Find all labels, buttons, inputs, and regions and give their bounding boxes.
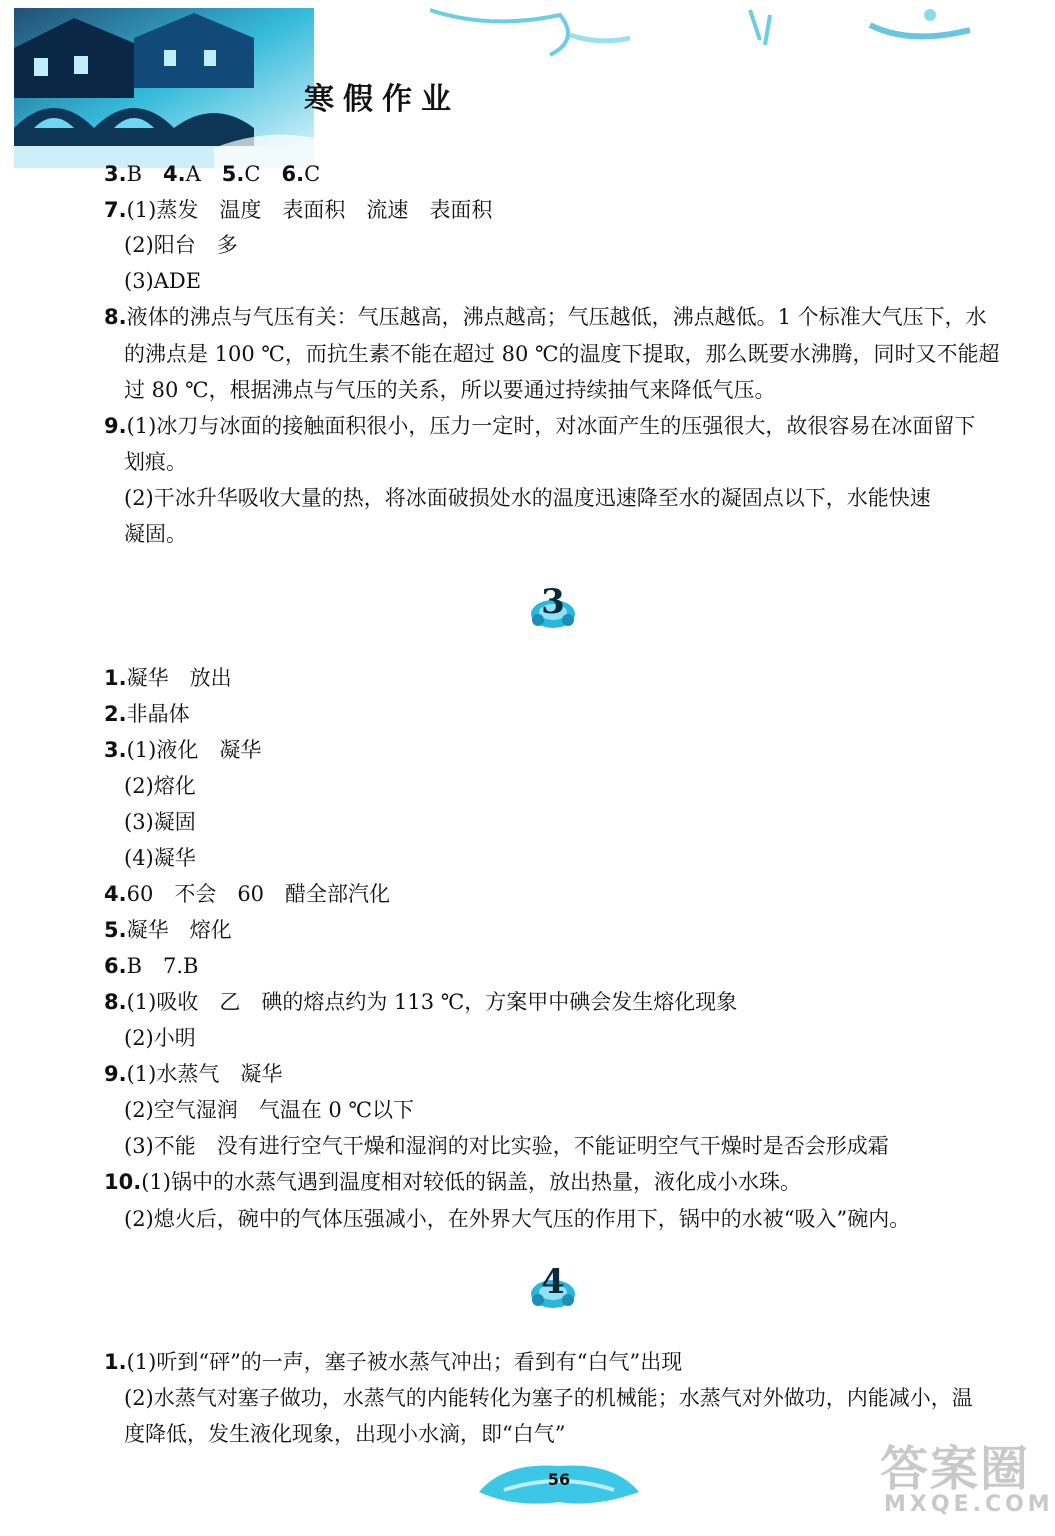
answer-line [104,301,987,333]
question-number: 9. [104,1062,127,1086]
answer-line [124,1382,973,1414]
answer-text: B 7.B [126,954,199,978]
answer-text: B [126,162,164,186]
answer-text: C [304,162,321,186]
answer-line [104,410,975,442]
section-3-number: 3 [541,582,565,622]
question-number: 9. [104,414,127,438]
answer-text: (2)熄火后，碗中的气体压强减小，在外界大气压的作用下，锅中的水被“吸入”碗内。 [124,1207,911,1231]
answer-text: C [244,162,282,186]
watermark [870,1430,1054,1530]
answer-text: (1)吸收 乙 碘的熔点约为 113 ℃，方案甲中碘会发生熔化现象 [126,990,738,1014]
answer-text: 凝华 熔化 [126,918,232,942]
answer-line [124,806,196,838]
answer-text: 划痕。 [124,450,187,474]
answer-line [104,878,390,910]
header-title: 寒假作业 [304,82,460,117]
answer-text: 度降低，发生液化现象，出现小水滴，即“白气” [124,1422,566,1446]
answer-line [124,770,196,802]
section-4-number: 4 [541,1262,565,1302]
answer-text: (4)凝华 [124,846,196,870]
watermark-site: MXQE.COM [884,1492,1054,1517]
answer-text: (3)凝固 [124,810,196,834]
question-number: 7. [104,198,127,222]
answer-text: A [185,162,222,186]
header-illustration [14,8,314,168]
answer-line [124,1022,196,1054]
answer-text: (3)不能 没有进行空气干燥和湿润的对比实验，不能证明空气干燥时是否会形成霜 [124,1134,889,1158]
answer-line [124,518,187,550]
answer-line [124,265,201,297]
question-number: 1. [104,1350,127,1374]
question-number: 5. [221,162,245,186]
question-number: 3. [104,738,127,762]
answer-text: (2)阳台 多 [124,233,238,257]
watermark-main: 答案圈 [880,1441,1031,1497]
question-number: 4. [163,162,186,186]
answer-text: (2)干冰升华吸收大量的热，将冰面破损处水的温度迅速降至水的凝固点以下，水能快速 [124,486,931,510]
answer-text: 60 不会 60 醋全部汽化 [126,882,391,906]
answer-line [124,1418,565,1450]
section-4-badge [528,1262,578,1312]
answer-line [124,1094,414,1126]
answer-line [124,229,238,261]
answer-line [104,1166,801,1198]
answer-text: 凝华 放出 [126,666,232,690]
answer-line [104,734,261,766]
answer-line [124,1130,889,1162]
answer-line [104,914,232,946]
answer-line [104,986,737,1018]
question-number: 3. [104,162,127,186]
answer-line [104,158,320,190]
question-number: 6. [104,954,127,978]
question-number: 5. [104,918,127,942]
header-splash-decoration [430,0,990,70]
answer-line [104,698,190,730]
answer-line [124,1203,910,1235]
answer-text: 凝固。 [124,522,187,546]
question-number: 6. [281,162,305,186]
answer-line [104,950,199,982]
answer-line [104,1058,282,1090]
answer-line [124,482,931,514]
answer-text: 过 80 ℃，根据沸点与气压的关系，所以要通过持续抽气来降低气压。 [124,378,776,402]
answer-text: (2)熔化 [124,774,196,798]
answer-text: (1)冰刀与冰面的接触面积很小，压力一定时，对冰面产生的压强很大，故很容易在冰面留下 [126,414,976,438]
answer-line [104,1346,682,1378]
page-number-badge [474,1452,644,1510]
section-3-badge [528,582,578,632]
answer-line [124,338,1000,370]
question-number: 8. [104,305,127,329]
answer-line [104,194,492,226]
question-number: 4. [104,882,127,906]
answer-text: (3)ADE [124,269,202,293]
answer-text: (1)听到“砰”的一声，塞子被水蒸气冲出；看到有“白气”出现 [126,1350,683,1374]
question-number: 1. [104,666,127,690]
answer-text: 液体的沸点与气压有关：气压越高，沸点越高；气压越低，沸点越低。1 个标准大气压下，水 [126,305,987,329]
answer-text: (1)液化 凝华 [126,738,262,762]
answer-text: 的沸点是 100 ℃，而抗生素不能在超过 80 ℃的温度下提取，那么既要水沸腾，同时又不能超 [124,342,1000,366]
answer-text: (1)锅中的水蒸气遇到温度相对较低的锅盖，放出热量，液化成小水珠。 [141,1170,801,1194]
question-number: 8. [104,990,127,1014]
answer-text: (1)蒸发 温度 表面积 流速 表面积 [126,198,493,222]
answer-text: (2)空气湿润 气温在 0 ℃以下 [124,1098,414,1122]
answer-text: (2)小明 [124,1026,196,1050]
answer-line [104,662,232,694]
answer-text: 非晶体 [126,702,190,726]
answer-line [124,446,187,478]
page-number: 56 [547,1470,571,1489]
answer-line [124,374,776,406]
answer-text: (1)水蒸气 凝华 [126,1062,283,1086]
question-number: 2. [104,702,127,726]
answer-line [124,842,196,874]
answer-text: (2)水蒸气对塞子做功，水蒸气的内能转化为塞子的机械能；水蒸气对外做功，内能减小，温 [124,1386,973,1410]
question-number: 10. [104,1170,142,1194]
